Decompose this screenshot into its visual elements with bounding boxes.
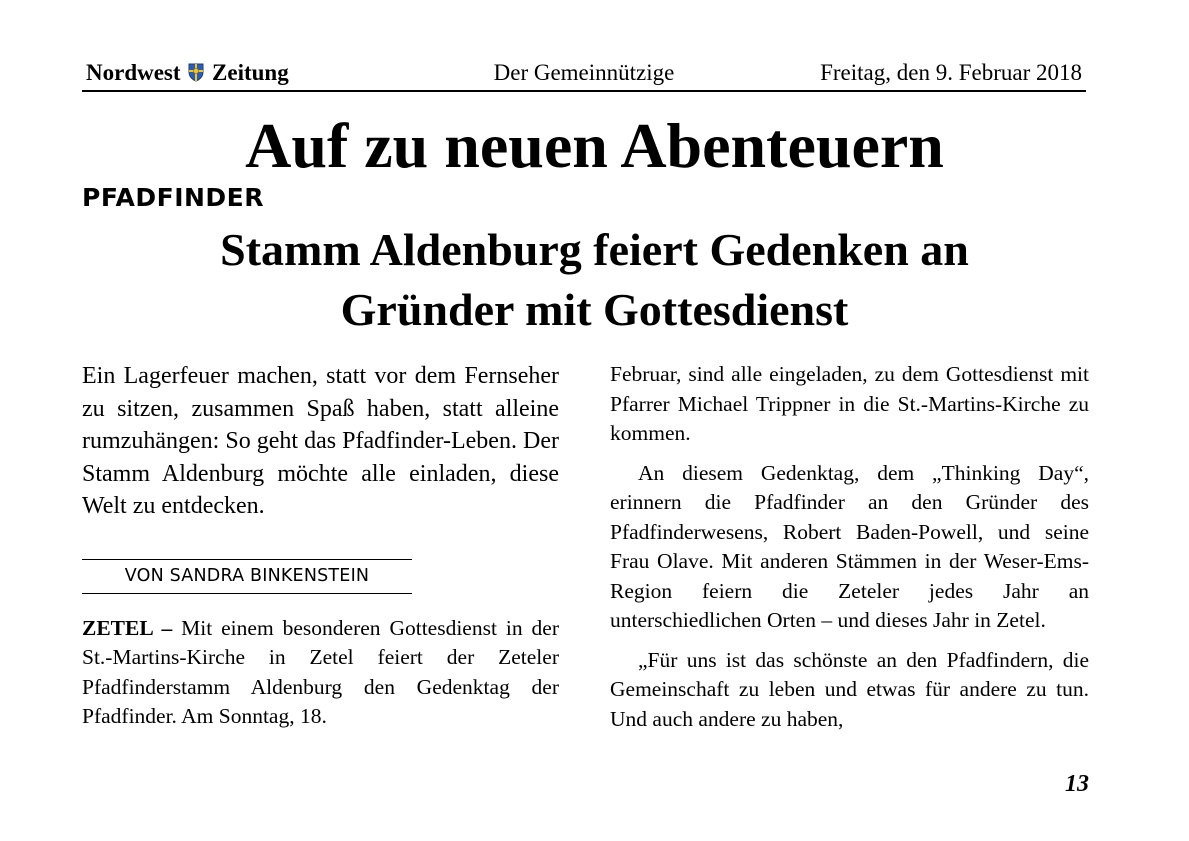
article-lead: Ein Lagerfeuer machen, statt vor dem Fernseher zu sitzen, zusammen Spaß haben, statt alleine rumzuhängen: So geht das Pfadfinder-Leben. Der Stamm Aldenburg möchte alle einladen, diese Welt zu entdecken. — [82, 363, 559, 519]
brand-name-part2: Zeitung — [212, 60, 289, 85]
headline: Auf zu neuen Abenteuern — [245, 110, 944, 181]
page-header — [82, 58, 1086, 92]
article-column-right — [610, 360, 1089, 744]
issue-date: Freitag, den 9. Februar 2018 — [820, 60, 1082, 85]
brand-name-part1: Nordwest — [86, 60, 181, 85]
body-paragraph-1 — [82, 614, 559, 732]
kicker: PFADFINDER — [82, 183, 265, 212]
body-paragraph-1-text: Mit einem besonderen Gottesdienst in der St.-Martins-Kirche in Zetel feiert der Zeteler Pfadfinderstamm Aldenburg den Gedenktag der Pfadfinder. Am Sonntag, 18. — [82, 615, 559, 728]
subheadline-line-1: Stamm Aldenburg feiert Gedenken an — [220, 224, 969, 275]
section-name: Der Gemeinnützige — [493, 60, 675, 85]
body-paragraph-1-continued: Februar, sind alle eingeladen, zu dem Gottesdienst mit Pfarrer Michael Trippner in die St.-Martins-Kirche zu kommen. — [610, 362, 1089, 445]
article-column-left — [82, 360, 559, 732]
byline: VON SANDRA BINKENSTEIN — [124, 565, 370, 586]
byline-box — [82, 559, 412, 594]
subheadline — [0, 220, 1189, 340]
dateline: ZETEL – — [82, 615, 173, 640]
page-number: 13 — [1065, 771, 1089, 797]
body-paragraph-2: An diesem Gedenktag, dem „Thinking Day“, erinnern die Pfadfinder an den Gründer des Pfadfinderwesens, Robert Baden-Powell, und seine Frau Olave. Mit anderen Stämmen in der Weser-Ems-Region feiern die Zeteler jedes Jahr an unterschiedlichen Orten – und dieses Jahr in Zetel. — [610, 460, 1089, 632]
body-paragraph-3: „Für uns ist das schönste an den Pfadfindern, die Gemeinschaft zu leben und etwas für andere zu tun. Und auch andere zu haben, — [610, 647, 1089, 731]
subheadline-line-2: Gründer mit Gottesdienst — [340, 284, 849, 335]
